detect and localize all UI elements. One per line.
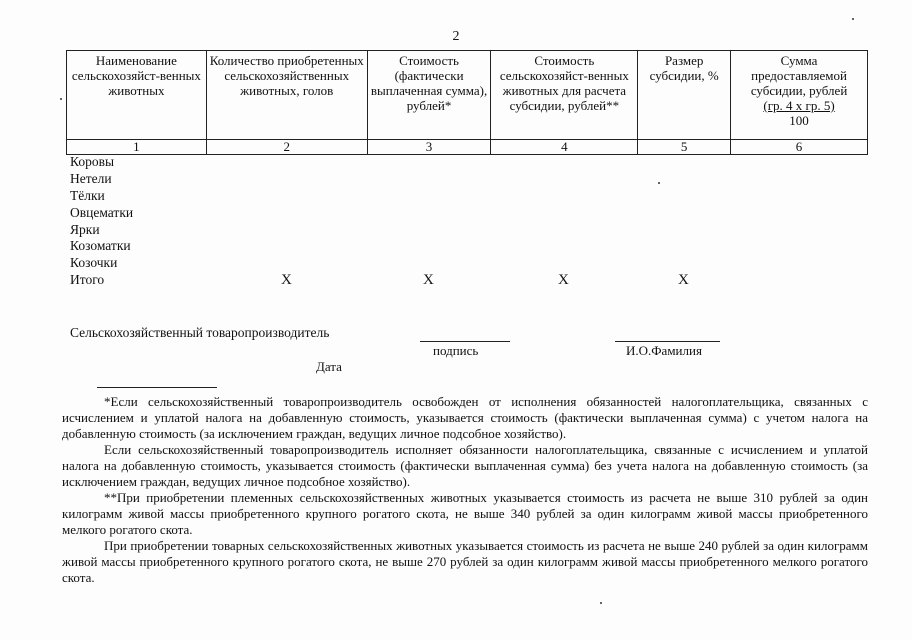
animal-rows <box>70 154 689 289</box>
formula-denominator: 100 <box>789 113 809 128</box>
scan-speck <box>852 18 854 20</box>
name-caption: И.О.Фамилия <box>626 343 702 358</box>
table-row <box>70 222 133 239</box>
column-number: 5 <box>638 140 731 155</box>
column-number-row <box>67 140 868 155</box>
producer-label: Сельскохозяйственный товаропроизводитель <box>70 325 330 340</box>
row-label: Коровы <box>70 154 115 169</box>
header-quantity: Количество приобретенных сельскохозяйственных животных, голов <box>206 51 367 140</box>
row-label: Козочки <box>70 255 118 271</box>
table-row <box>70 188 133 205</box>
formula-numerator: (гр. 4 х гр. 5) <box>763 98 835 113</box>
row-label: Ярки <box>70 221 100 237</box>
row-label: Итого <box>70 272 105 288</box>
scan-speck <box>658 182 660 184</box>
header-subsidy-amount-label: Сумма предоставляемой субсидии, рублей <box>750 53 848 98</box>
row-label: Нетели <box>70 170 112 186</box>
header-subsidy-rate: Размер субсидии, % <box>638 51 731 140</box>
subsidy-table <box>66 50 868 155</box>
column-number: 6 <box>731 140 868 155</box>
row-label: Тёлки <box>70 187 105 203</box>
scan-speck <box>600 602 602 604</box>
footnote-breeding-animals: **При приобретении племенных сельскохозяйственных животных указывается стоимость из расчета не выше 310 рублей за один килограмм живой массы приобретенного крупного рогатого скота, не выше 340 рублей за один килограмм живой массы приобретенного мелкого рогатого скота. <box>62 490 868 537</box>
column-number: 4 <box>491 140 638 155</box>
total-row <box>70 272 689 289</box>
column-number: 2 <box>206 140 367 155</box>
row-label: Козоматки <box>70 238 131 254</box>
footnote-divider <box>97 387 217 388</box>
not-applicable-mark: Х <box>558 272 569 289</box>
table-row <box>70 205 133 222</box>
header-actual-cost: Стоимость (фактически выплаченная сумма), рублей* <box>367 51 491 140</box>
column-number: 1 <box>67 140 207 155</box>
not-applicable-mark: Х <box>281 272 292 289</box>
column-number: 3 <box>367 140 491 155</box>
name-line <box>615 341 720 342</box>
not-applicable-mark: Х <box>423 272 434 289</box>
table-row <box>70 238 133 255</box>
signature-caption: подпись <box>433 343 479 358</box>
row-label: Овцематки <box>70 204 134 220</box>
footnotes <box>62 394 868 586</box>
footnote-commercial-animals: При приобретении товарных сельскохозяйственных животных указывается стоимость из расчета не выше 240 рублей за один килограмм живой массы приобретенного крупного рогатого скота, не выше 270 рублей за один килограмм живой массы приобретенного мелкого рогатого скота. <box>62 538 868 585</box>
table-row <box>70 171 133 188</box>
signature-line <box>420 341 510 342</box>
table-header-row <box>67 51 868 140</box>
table-row <box>70 154 133 171</box>
table-row <box>70 255 133 272</box>
header-subsidy-amount <box>731 51 868 140</box>
header-calc-cost: Стоимость сельскохозяйст-венных животных для расчета субсидии, рублей** <box>491 51 638 140</box>
header-animal-name: Наименование сельскохозяйст-венных животных <box>67 51 207 140</box>
footnote-vat-exempt: *Если сельскохозяйственный товаропроизводитель освобожден от исполнения обязанностей налогоплательщика, связанных с исчислением и уплатой налога на добавленную стоимость, указывается стоимость (фактически выплаченная сумма) с учетом налога на добавленную стоимость (за исключением граждан, ведущих личное подсобное хозяйство). <box>62 394 868 441</box>
not-applicable-mark: Х <box>678 272 689 289</box>
scan-speck <box>60 98 62 100</box>
page-number: 2 <box>452 29 460 44</box>
date-label: Дата <box>316 359 342 374</box>
footnote-vat-payer: Если сельскохозяйственный товаропроизводитель исполняет обязанности налогоплательщика, связанные с исчислением и уплатой налога на добавленную стоимость, указывается стоимость (фактически выплаченная сумма) без учета налога на добавленную стоимость (за исключением граждан, ведущих личное подсобное хозяйство). <box>62 442 868 489</box>
